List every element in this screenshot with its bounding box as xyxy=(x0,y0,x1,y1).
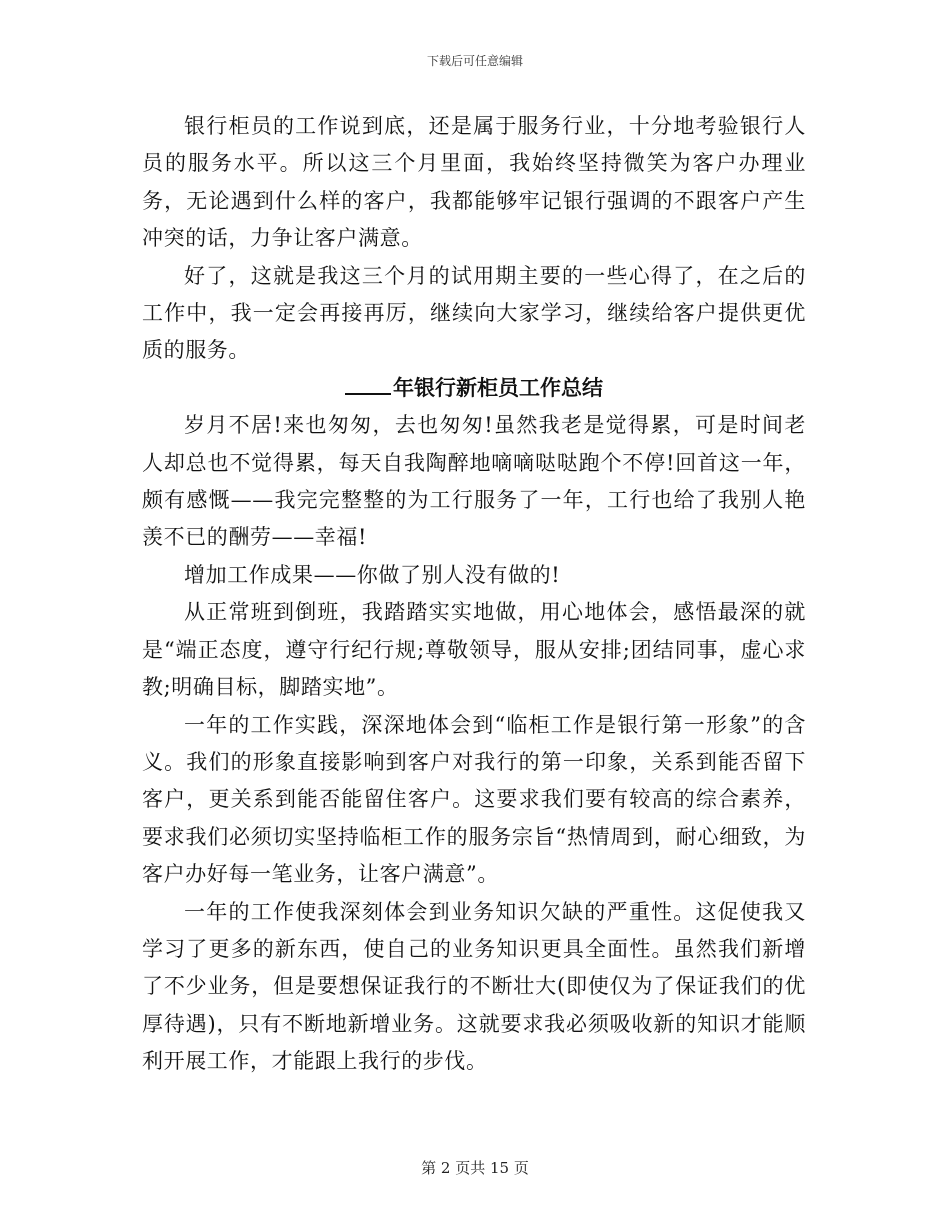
document-body xyxy=(142,108,806,1081)
paragraph: 好了，这就是我这三个月的试用期主要的一些心得了，在之后的工作中，我一定会再接再厉，继续向大家学习，继续给客户提供更优质的服务。 xyxy=(142,263,806,363)
section-title xyxy=(142,370,806,407)
paragraph: 增加工作成果——你做了别人没有做的! xyxy=(184,562,561,587)
page-header: 下载后可任意编辑 xyxy=(426,54,523,68)
paragraph: 一年的工作实践，深深地体会到“临柜工作是银行第一形象”的含义。我们的形象直接影响到客户对我行的第一印象，关系到能否留下客户，更关系到能否能留住客户。这要求我们要有较高的综合素养，要求我们必须切实坚持临柜工作的服务宗旨“热情周到，耐心细致，为客户办好每一笔业务，让客户满意”。 xyxy=(142,712,806,887)
paragraph: 一年的工作使我深刻体会到业务知识欠缺的严重性。这促使我又学习了更多的新东西，使自己的业务知识更具全面性。虽然我们新增了不少业务，但是要想保证我行的不断壮大(即使仅为了保证我们的优厚待遇)，只有不断地新增业务。这就要求我必须吸收新的知识才能顺利开展工作，才能跟上我行的步伐。 xyxy=(142,899,806,1074)
paragraph: 银行柜员的工作说到底，还是属于服务行业，十分地考验银行人员的服务水平。所以这三个月里面，我始终坚持微笑为客户办理业务，无论遇到什么样的客户，我都能够牢记银行强调的不跟客户产生冲突的话，力争让客户满意。 xyxy=(142,114,806,251)
paragraph: 岁月不居!来也匆匆，去也匆匆!虽然我老是觉得累，可是时间老人却总也不觉得累，每天自我陶醉地嘀嘀哒哒跑个不停!回首这一年，颇有感慨——我完完整整的为工行服务了一年，工行也给了我别人艳羡不已的酬劳——幸福! xyxy=(142,413,806,550)
title-blank-underline xyxy=(345,375,391,395)
section-title-text: 年银行新柜员工作总结 xyxy=(393,375,603,400)
page-footer: 第 2 页共 15 页 xyxy=(421,1159,529,1177)
paragraph: 从正常班到倒班，我踏踏实实地做，用心地体会，感悟最深的就是“端正态度，遵守行纪行规;尊敬领导，服从安排;团结同事，虚心求教;明确目标，脚踏实地”。 xyxy=(142,600,806,700)
